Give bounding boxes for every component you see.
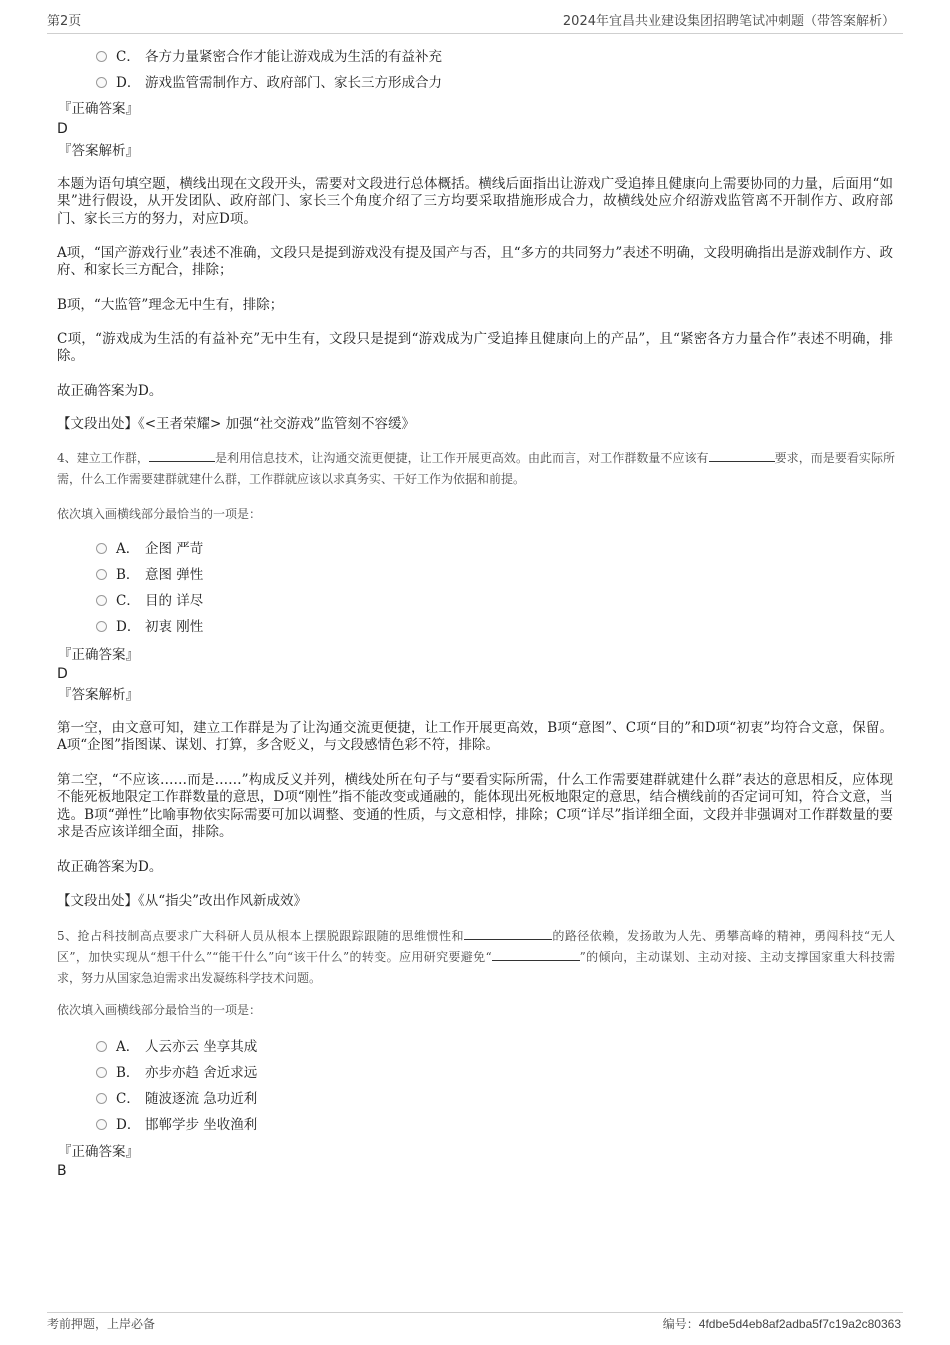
q5-answer: B [57,1163,67,1179]
radio-icon[interactable] [96,1093,107,1104]
radio-icon[interactable] [96,595,107,606]
footer-slogan: 考前押题，上岸必备 [47,1317,156,1331]
q4-analysis-para-3: 故正确答案为D。 [57,859,163,875]
q4-option-c[interactable]: C． 目的 详尽 [96,591,203,611]
q4-option-d[interactable]: D． 初衷 刚性 [96,617,203,637]
q4-answer: D [57,666,68,682]
radio-icon[interactable] [96,543,107,554]
q5-option-c[interactable]: C． 随波逐流 急功近利 [96,1089,257,1109]
blank-1 [149,449,215,462]
radio-icon[interactable] [96,569,107,580]
blank-1 [464,927,552,940]
q5-option-a[interactable]: A． 人云亦云 坐享其成 [96,1037,257,1057]
page-number: 第2页 [47,14,82,29]
q4-instruction: 依次填入画横线部分最恰当的一项是： [57,507,262,521]
q4-source: 【文段出处】《从“指尖”改出作风新成效》 [57,893,308,909]
q3-source: 【文段出处】《<王者荣耀> 加强“社交游戏”监管刻不容缓》 [57,416,415,432]
page-footer [47,1312,903,1337]
radio-icon[interactable] [96,1119,107,1130]
q3-option-d[interactable]: D． 游戏监管需制作方、政府部门、家长三方形成合力 [96,73,442,93]
q5-instruction: 依次填入画横线部分最恰当的一项是： [57,1003,262,1017]
q4-option-b[interactable]: B． 意图 弹性 [96,565,203,585]
q4-answer-label: 『正确答案』 [58,647,139,663]
q3-analysis-para-5: 故正确答案为D。 [57,383,163,399]
q3-analysis-label: 『答案解析』 [58,143,139,159]
q4-option-a[interactable]: A． 企图 严苛 [96,539,203,559]
q3-analysis-para-4: C项，“游戏成为生活的有益补充”无中生有，文段只是提到“游戏成为广受追捧且健康向上的产品”，且“紧密各方力量合作”表述不明确，排除。 [57,331,893,365]
q5-answer-label: 『正确答案』 [58,1144,139,1160]
blank-2 [709,449,775,462]
q5-option-b[interactable]: B． 亦步亦趋 舍近求远 [96,1063,257,1083]
q4-analysis-para-2: 第二空，“不应该……而是……”构成反义并列，横线处所在句子与“要看实际所需，什么工作需要建群就建什么群”表达的意思相反，应体现不能死板地限定工作群数量的意思，D项“刚性”指不能改变或通融的，能体现出死板地限定的意思，结合横线前的否定词可知，符合文意，当选。B项“弹性”比喻事物依实际需要可加以调整、变通的性质，与文意相悖，排除；C项“详尽”指详细全面，文段并非强调对工作群数量的要求是否应该详细全面，排除。 [57,772,893,841]
document-title: 2024年宜昌共业建设集团招聘笔试冲刺题（带答案解析） [562,14,895,29]
blank-2 [492,948,580,961]
q4-analysis-para-1: 第一空，由文意可知，建立工作群是为了让沟通交流更便捷，让工作开展更高效，B项“意图”、C项“目的”和D项“初衷”均符合文意，保留。A项“企图”指图谋、谋划、打算，多含贬义，与文段感情色彩不符，排除。 [57,720,893,754]
radio-icon[interactable] [96,77,107,88]
q3-option-c[interactable]: C． 各方力量紧密合作才能让游戏成为生活的有益补充 [96,47,442,67]
radio-icon[interactable] [96,51,107,62]
q3-answer-label: 『正确答案』 [58,101,139,117]
q3-analysis-para-2: A项，“国产游戏行业”表述不准确，文段只是提到游戏没有提及国产与否，且“多方的共同努力”表述不明确，文段明确指出是游戏制作方、政府、和家长三方配合，排除； [57,245,893,279]
q4-analysis-label: 『答案解析』 [58,687,139,703]
radio-icon[interactable] [96,1067,107,1078]
q5-stem: 5、抢占科技制高点要求广大科研人员从根本上摆脱跟踪跟随的思维惯性和 的路径依赖，发扬敢为人先、勇攀高峰的精神，勇闯科技“无人区”，加快实现从“想干什么”“能干什么”向“该干什么”的转变。应用研究要避免“ ”的倾向，主动谋划、主动对接、主动支撑国家重大科技需求，努力从国家急迫需求出发凝练科学技术问题。 [57,929,895,985]
q3-analysis-para-1: 本题为语句填空题，横线出现在文段开头，需要对文段进行总体概括。横线后面指出让游戏广受追捧且健康向上需要协同的力量，后面用“如果”进行假设，从开发团队、政府部门、家长三个角度介绍了三方均要采取措施形成合力，故横线处应介绍游戏监管离不开制作方、政府部门、家长三方的努力，对应D项。 [57,176,893,227]
q3-analysis-para-3: B项，“大监管”理念无中生有，排除； [57,297,284,313]
document-code: 编号：4fdbe5d4eb8af2adba5f7c19a2c80363 [662,1317,901,1331]
q5-option-d[interactable]: D． 邯郸学步 坐收渔利 [96,1115,257,1135]
radio-icon[interactable] [96,621,107,632]
radio-icon[interactable] [96,1041,107,1052]
q4-stem: 4、建立工作群， 是利用信息技术，让沟通交流更便捷，让工作开展更高效。由此而言，对工作群数量不应该有 要求，而是要看实际所需，什么工作需要建群就建什么群，工作群就应该以求真务实、干好工作为依据和前提。 [57,451,895,486]
q3-answer: D [57,121,68,137]
